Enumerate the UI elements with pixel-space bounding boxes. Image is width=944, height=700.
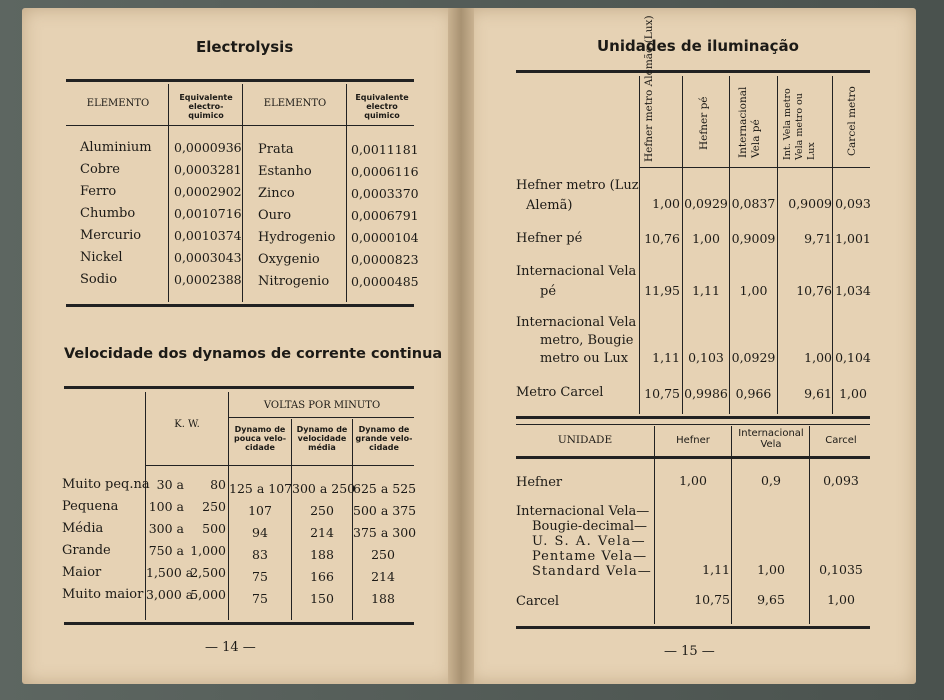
element-name: Mercurio [80, 228, 142, 243]
kw-to: 250 [202, 499, 226, 514]
pouca-column [229, 478, 291, 610]
header-elemento-1: ELEMENTO [86, 98, 150, 109]
row-label-hefner-pe: Hefner pé [516, 231, 583, 246]
col-values-hefner-pe [683, 193, 729, 405]
unit-value: 1,001 [835, 231, 871, 246]
kw-from: 750 a [148, 543, 184, 558]
unit-value: 1,00 [652, 196, 680, 211]
col-header-hefner-metro: Hefner metro Alemão (Lux) [643, 15, 655, 162]
col-header-hefner-pe: Hefner pé [698, 96, 710, 150]
element-name: Cobre [80, 162, 121, 177]
candle-value: 0,9 [761, 473, 781, 488]
unit-value: 1,11 [652, 350, 680, 365]
row-label-hefner-metro: Hefner metro (Luz Alemã) [516, 178, 639, 213]
electrolysis-title: Electrolysis [196, 38, 294, 56]
header-pouca-velocidade: Dynamo de pouca velo-cidade [233, 425, 287, 452]
unit-value: 0,0929 [731, 350, 776, 365]
unit-value: 1,034 [835, 283, 871, 298]
rpm-value: 250 [371, 547, 395, 562]
equivalent-value: 0,0000936 [174, 140, 242, 155]
unit-value: 1,00 [692, 231, 720, 246]
dynamos-title: Velocidade dos dynamos de corrente continua [64, 346, 443, 362]
unit-value: 11,95 [644, 283, 680, 298]
unit-value: 9,61 [804, 386, 832, 401]
rpm-value: 125 a 107 [229, 481, 293, 496]
header-unidade: UNIDADE [557, 434, 613, 446]
element-name: Sodio [80, 272, 118, 287]
kw-to: 1,000 [190, 543, 226, 558]
candle-value: 1,11 [702, 562, 730, 577]
element-name: Prata [258, 142, 294, 157]
unit-value: 10,76 [644, 231, 680, 246]
col-values-internacional-vela-pe [730, 193, 777, 405]
kw-from: 30 a [156, 477, 184, 492]
col-values-carcel-metro [833, 193, 873, 405]
rpm-value: 250 [310, 503, 334, 518]
kw-from: 300 a [148, 521, 184, 536]
unit-value: 10,75 [644, 386, 680, 401]
header-carcel: Carcel [825, 435, 857, 446]
header-internacional-vela: Internacional Vela [738, 428, 804, 450]
element-name: Aluminium [80, 140, 152, 155]
unit-value: 0,9009 [788, 196, 832, 211]
dynamo-size-label: Média [62, 521, 104, 536]
equivalent-value: 0,0006791 [351, 208, 419, 223]
dynamo-size-label: Muito peq.na [62, 477, 150, 492]
row-label-internacional-vela-metro: Internacional Vela metro, Bougie metro ou Lux [516, 315, 637, 366]
candle-value: 0,1035 [819, 562, 863, 577]
unit-value: 1,11 [692, 283, 720, 298]
col-values-hefner-metro [640, 193, 680, 405]
header-velocidade-media: Dynamo de velocidade média [296, 425, 348, 452]
kw-header: K. W. [174, 419, 200, 430]
unit-value: 1,00 [804, 350, 832, 365]
element-name: Hydrogenio [258, 230, 336, 245]
element-name: Ouro [258, 208, 292, 223]
rpm-value: 214 [371, 569, 395, 584]
unit-value: 0,966 [735, 386, 772, 401]
equivalent-value: 0,0011181 [351, 142, 419, 157]
right-elements-column [258, 139, 335, 293]
rpm-value: 75 [252, 569, 268, 584]
rpm-value: 107 [248, 503, 272, 518]
unit-value: 10,76 [796, 283, 832, 298]
header-equivalente-1: Equivalente electro-quimico [179, 93, 233, 120]
equivalent-value: 0,0003370 [351, 186, 419, 201]
unit-value: 0,104 [835, 350, 871, 365]
unit-value: 0,103 [688, 350, 724, 365]
rpm-value: 300 a 250 [292, 481, 356, 496]
rpm-value: 625 a 525 [353, 481, 417, 496]
rpm-value: 214 [310, 525, 334, 540]
right-values-column [351, 139, 419, 293]
page-number-15: — 15 — [664, 644, 715, 659]
kw-from: 1,500 a [146, 565, 194, 580]
header-equivalente-2: Equivalente electro quimico [355, 93, 409, 120]
rpm-value: 94 [252, 525, 268, 540]
candle-value: 10,75 [694, 592, 730, 607]
kw-to: 5,000 [190, 587, 226, 602]
unit-value: 9,71 [804, 231, 832, 246]
row-label-metro-carcel: Metro Carcel [516, 385, 604, 400]
element-name: Nickel [80, 250, 123, 265]
left-values-column [174, 137, 242, 291]
row-label-internacional-vela-pe: Internacional Vela pé [516, 264, 637, 299]
dynamo-size-label: Grande [62, 543, 111, 558]
equivalent-value: 0,0006116 [351, 164, 419, 179]
element-name: Chumbo [80, 206, 136, 221]
col-header-int-vela-metro: Int. Vela metro Vela metro ou Lux [782, 88, 817, 160]
unit-value: 0,9986 [684, 386, 728, 401]
row-label-carcel: Carcel [516, 594, 560, 609]
kw-from: 100 a [148, 499, 184, 514]
unit-value: 1,00 [739, 283, 768, 298]
dynamo-labels-column [62, 474, 150, 606]
element-name: Zinco [258, 186, 295, 201]
book-gutter [448, 8, 474, 684]
unit-value: 0,093 [835, 196, 871, 211]
rpm-value: 83 [252, 547, 268, 562]
left-elements-column [80, 137, 152, 291]
rpm-value: 188 [310, 547, 334, 562]
kw-to: 2,500 [190, 565, 226, 580]
unit-value: 1,00 [839, 386, 867, 401]
header-elemento-2: ELEMENTO [263, 98, 327, 109]
dynamo-size-label: Muito maior [62, 587, 144, 602]
equivalent-value: 0,0002388 [174, 272, 242, 287]
lighting-units-title: Unidades de iluminação [597, 37, 799, 55]
equivalent-value: 0,0000104 [351, 230, 419, 245]
row-label-hefner: Hefner [516, 475, 563, 490]
rpm-value: 166 [310, 569, 334, 584]
equivalent-value: 0,0010716 [174, 206, 242, 221]
voltas-header: VOLTAS POR MINUTO [263, 400, 381, 411]
kw-to: 500 [202, 521, 226, 536]
grande-column [353, 478, 417, 610]
equivalent-value: 0,0010374 [174, 228, 242, 243]
candle-value: 1,00 [679, 473, 707, 488]
rpm-value: 150 [310, 591, 334, 606]
dynamo-size-label: Maior [62, 565, 102, 580]
header-hefner: Hefner [676, 435, 710, 446]
kw-from: 3,000 a [146, 587, 194, 602]
unit-value: 0,0929 [684, 196, 728, 211]
element-name: Estanho [258, 164, 312, 179]
kw-to-column [186, 474, 226, 606]
rpm-value: 375 a 300 [353, 525, 417, 540]
equivalent-value: 0,0003281 [174, 162, 242, 177]
element-name: Oxygenio [258, 252, 320, 267]
equivalent-value: 0,0000485 [351, 274, 419, 289]
kw-to: 80 [210, 477, 226, 492]
equivalent-value: 0,0003043 [174, 250, 242, 265]
col-values-int-vela-metro [778, 193, 832, 405]
element-name: Nitrogenio [258, 274, 330, 289]
unit-value: 0,9009 [731, 231, 776, 246]
col-header-carcel-metro: Carcel metro [846, 86, 858, 156]
element-name: Ferro [80, 184, 117, 199]
candle-value: 0,093 [823, 473, 859, 488]
dynamo-size-label: Pequena [62, 499, 119, 514]
rpm-value: 75 [252, 591, 268, 606]
unit-value: 0,0837 [731, 196, 776, 211]
media-column [292, 478, 356, 610]
candle-value: 1,00 [757, 562, 785, 577]
candle-value: 1,00 [827, 592, 855, 607]
page-number-14: — 14 — [205, 640, 256, 655]
candle-value: 9,65 [757, 592, 785, 607]
rpm-value: 188 [371, 591, 395, 606]
header-grande-velocidade: Dynamo de grande velo-cidade [355, 425, 413, 452]
international-candle-group: Internacional Vela— Bougie-decimal— U. S. A. Vela— Pentame Vela— Standard Vela— [516, 504, 652, 579]
rpm-value: 500 a 375 [353, 503, 417, 518]
kw-from-column [146, 474, 194, 606]
col-header-internacional-vela-pe: Internacional Vela pé [737, 86, 762, 158]
equivalent-value: 0,0000823 [351, 252, 419, 267]
equivalent-value: 0,0002902 [174, 184, 242, 199]
